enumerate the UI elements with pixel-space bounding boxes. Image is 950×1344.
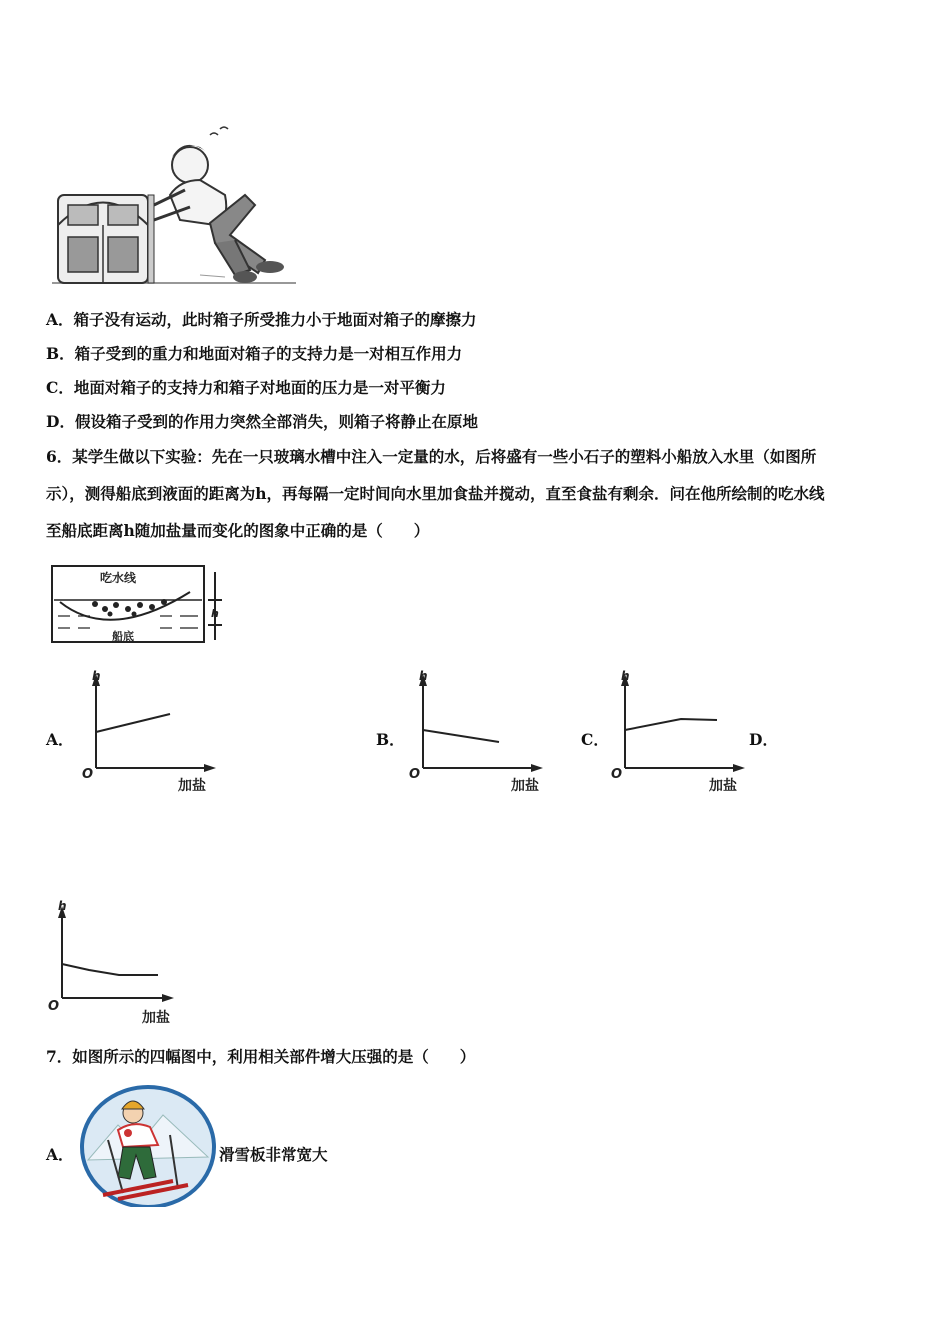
graph-c-origin-label: O: [611, 767, 623, 782]
q6-graph-a: [78, 668, 223, 798]
graph-c-curve: [625, 719, 717, 730]
graph-a-x-label: 加盐: [178, 778, 206, 794]
q6-stem-line2: 示），测得船底到液面的距离为h，再每隔一定时间向水里加食盐并搅动，直至食盐有剩余．问在他所绘制的吃水线: [46, 484, 825, 503]
waterline-label: 吃水线: [100, 571, 137, 585]
graph-b-curve: [423, 730, 499, 742]
q6-option-a-label: A．: [46, 730, 74, 749]
graph-a-y-label: h: [92, 669, 101, 683]
q7-option-a-text: 滑雪板非常宽大: [219, 1145, 328, 1164]
q5-option-a: A．箱子没有运动，此时箱子所受推力小于地面对箱子的摩擦力: [46, 310, 477, 329]
graph-d-origin-label: O: [48, 999, 60, 1014]
skier-figure: [78, 1085, 218, 1207]
q7-stem: 7．如图所示的四幅图中，利用相关部件增大压强的是（ ）: [46, 1047, 476, 1066]
graph-b-origin-label: O: [409, 767, 421, 782]
q5-option-d: D．假设箱子受到的作用力突然全部消失，则箱子将静止在原地: [46, 412, 478, 431]
q7-option-a-label: A．: [46, 1145, 74, 1164]
graph-c-y-label: h: [621, 669, 630, 683]
boat-waterline-figure: [50, 562, 230, 646]
q5-option-c: C．地面对箱子的支持力和箱子对地面的压力是一对平衡力: [46, 378, 446, 397]
graph-c-x-label: 加盐: [709, 778, 737, 794]
graph-d-y-label: h: [58, 899, 67, 913]
graph-d-x-label: 加盐: [142, 1010, 170, 1026]
q6-option-b-label: B．: [376, 730, 405, 749]
graph-b-x-label: 加盐: [511, 778, 539, 794]
h-label: h: [211, 607, 219, 620]
q6-stem-line1: 6．某学生做以下实验：先在一只玻璃水槽中注入一定量的水，后将盛有一些小石子的塑料小船放入水里（如图所: [46, 447, 817, 466]
q6-graph-d: [44, 898, 189, 1028]
q6-graph-b: [405, 668, 550, 798]
q6-graph-c: [607, 668, 752, 798]
q6-option-d-label: D．: [749, 730, 778, 749]
man-pushing-box-figure: [50, 125, 300, 290]
graph-b-y-label: h: [419, 669, 428, 683]
q5-option-b: B．箱子受到的重力和地面对箱子的支持力是一对相互作用力: [46, 344, 463, 363]
bottom-label: 船底: [112, 630, 134, 643]
graph-d-curve: [62, 964, 158, 975]
q6-stem-line3: 至船底距离h随加盐量而变化的图象中正确的是（ ）: [46, 521, 430, 540]
graph-a-curve: [96, 714, 170, 732]
graph-a-origin-label: O: [82, 767, 94, 782]
q6-option-c-label: C．: [581, 730, 609, 749]
